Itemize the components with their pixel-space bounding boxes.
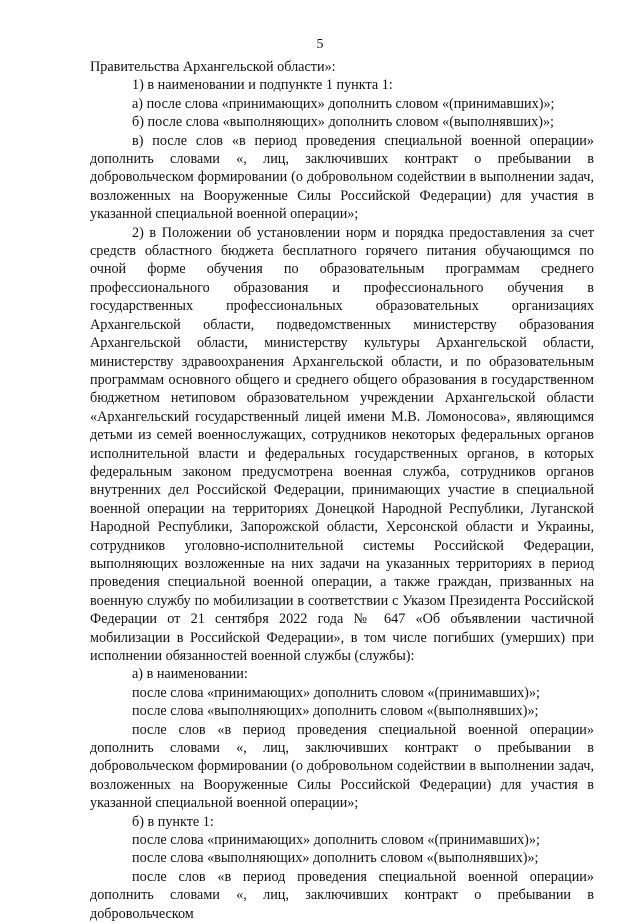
paragraph-item-2: 2) в Положении об установлении норм и порядка предоставления за счет средств областного бюджета бесплатного горячего питания обучающимся по очной форме обучения по образовательным программам среднего профессионального образования и профессионального обучения в государственных профессиональных образовательных организациях Архангельской области, подведомственных министерству образования Архангельской области, министерству культуры Архангельской области, министерству здравоохранения Архангельской области, и по образовательным программам основного общего и среднего общего образования в государственном бюджетном нетиповом образовательном учреждении Архангельской области «Архангельский государственный лицей имени М.В. Ломоносова», являющимся детьми из семей военнослужащих, сотрудников некоторых федеральных органов исполнительной власти и федеральных государственных органов, в которых федеральным законом предусмотрена военная служба, сотрудников органов внутренних дел Российской Федерации, принимающих участие в специальной военной операции на территориях Донецкой Народной Республики, Луганской Народной Республики, Запорожской области, Херсонской области и Украины, сотрудников уголовно-исполнительной системы Российской Федерации, выполняющих возложенные на них задачи на указанных территориях в период проведения специальной военной операции, а также граждан, призванных на военную службу по мобилизации в соответствии с Указом Президента Российской Федерации от 21 сентября 2022 года № 647 «Об объявлении частичной мобилизации в Российской Федерации», в том числе погибших (умерших) при исполнении обязанностей военной службы (службы):	[90, 224, 594, 664]
paragraph-item-1b: б) после слова «выполняющих» дополнить словом «(выполнявших)»;	[132, 114, 554, 131]
paragraph-item-2b-2: после слова «выполняющих» дополнить словом «(выполнявших)»;	[132, 850, 539, 867]
paragraph-item-2b-3: после слов «в период проведения специальной военной операции» дополнить словами «, лиц, заключивших контракт о пребывании в добровольческом	[90, 868, 594, 922]
paragraph-item-2a-1: после слова «принимающих» дополнить словом «(принимавших)»;	[132, 684, 540, 701]
paragraph-item-2a-3: после слов «в период проведения специальной военной операции» дополнить словами «, лиц, заключивших контракт о пребывании в добровольческом формировании (о добровольном содействии в выполнении задач, возложенных на Вооруженные Силы Российской Федерации) для участия в указанной специальной военной операции»;	[90, 721, 594, 812]
paragraph-item-1a: а) после слова «принимающих» дополнить словом «(принимавших)»;	[132, 95, 555, 112]
page-number: 5	[316, 37, 324, 52]
document-body	[90, 58, 594, 923]
paragraph-item-2a: а) в наименовании:	[132, 666, 248, 683]
paragraph-item-1c: в) после слов «в период проведения специальной военной операции» дополнить словами «, лиц, заключивших контракт о пребывании в добровольческом формировании (о добровольном содействии в выполнении задач, возложенных на Вооруженные Силы Российской Федерации) для участия в указанной специальной военной операции»;	[90, 132, 594, 223]
paragraph-item-2b-1: после слова «принимающих» дополнить словом «(принимавших)»;	[132, 832, 540, 849]
paragraph-item-2a-2: после слова «выполняющих» дополнить словом «(выполнявших)»;	[132, 703, 539, 720]
paragraph-item-2b: б) в пункте 1:	[132, 813, 214, 830]
paragraph-continuation: Правительства Архангельской области»:	[90, 59, 336, 75]
paragraph-item-1: 1) в наименовании и подпункте 1 пункта 1:	[132, 77, 393, 94]
